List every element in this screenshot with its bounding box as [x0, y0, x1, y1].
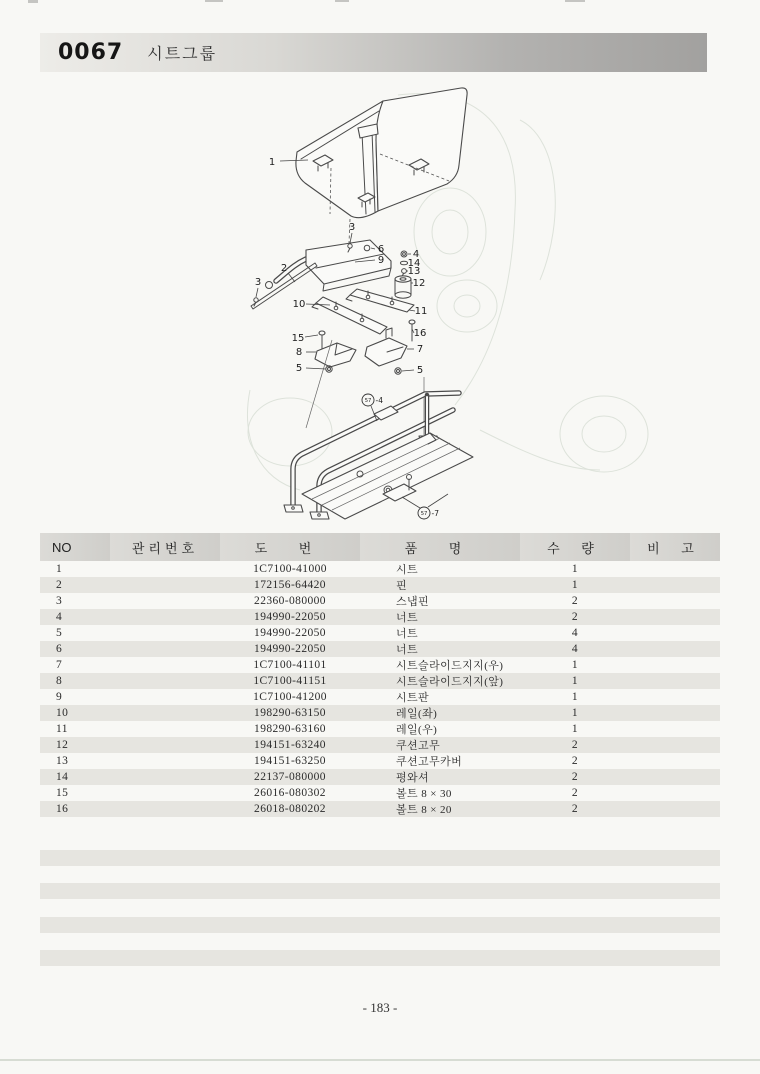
cell-dwg: 1C7100-41151 [253, 675, 327, 687]
cell-qty: 1 [571, 579, 579, 591]
table-row [40, 641, 720, 657]
cell-no: 4 [56, 611, 63, 623]
cell-note [630, 641, 720, 657]
table-row [40, 769, 720, 785]
scan-mark [28, 0, 38, 3]
cell-note [630, 577, 720, 593]
cell-dwg: 198290-63160 [254, 723, 326, 735]
cell-dwg: 1C7100-41200 [253, 691, 327, 703]
table-row [40, 753, 720, 769]
cell-mgmt [110, 801, 220, 817]
callout-leader [350, 233, 352, 243]
cell-qty: 2 [571, 595, 579, 607]
cell-name: 시트판 [396, 692, 430, 704]
floor-panel [302, 433, 473, 519]
table-row [40, 705, 720, 721]
parts-table-body [40, 561, 720, 817]
cell-no: 11 [56, 723, 68, 735]
cell-name: 레일(우) [396, 724, 438, 736]
stripe-band [40, 950, 720, 966]
section-code: 0067 [58, 40, 124, 65]
cell-note [630, 769, 720, 785]
cell-no: 1 [56, 563, 63, 575]
table-row [40, 625, 720, 641]
callout-16: 16 [413, 328, 427, 339]
cell-note [630, 737, 720, 753]
cell-name: 쿠션고무 [396, 740, 441, 752]
cell-name: 너트 [396, 628, 419, 640]
cell-note [630, 609, 720, 625]
support-frame [284, 393, 473, 519]
cell-mgmt [110, 577, 220, 593]
ref-number: 57 [420, 511, 428, 517]
col-mgmt-number: 관리번호 [110, 533, 220, 561]
cell-note [630, 673, 720, 689]
cell-qty: 2 [571, 803, 579, 815]
cell-qty: 2 [571, 787, 579, 799]
ref-leader [402, 497, 420, 508]
cell-note [630, 561, 720, 577]
callout-9: 9 [377, 255, 385, 266]
cell-mgmt [110, 641, 220, 657]
cell-qty: 1 [571, 691, 579, 703]
parts-table [40, 533, 720, 817]
callout-4: 4 [412, 249, 420, 260]
cell-no: 13 [56, 755, 69, 767]
cell-mgmt [110, 609, 220, 625]
callout-6: 6 [377, 244, 385, 255]
parts-table-header [40, 533, 720, 561]
callout-12: 12 [412, 278, 426, 289]
cell-dwg: 26018-080202 [254, 803, 326, 815]
callout-leader [306, 368, 326, 369]
cell-note [630, 801, 720, 817]
cell-mgmt [110, 737, 220, 753]
section-title: 시트그룹 [147, 46, 218, 63]
cell-qty: 2 [571, 771, 579, 783]
table-row [40, 689, 720, 705]
cell-no: 16 [56, 803, 69, 815]
ref-leader [428, 494, 448, 507]
table-row [40, 801, 720, 817]
stripe-band [40, 917, 720, 933]
col-part-name: 품 명 [360, 533, 520, 561]
cell-no: 9 [56, 691, 63, 703]
scan-mark [565, 0, 585, 2]
cell-mgmt [110, 769, 220, 785]
callout-leader [402, 370, 414, 371]
cell-no: 15 [56, 787, 69, 799]
cell-no: 8 [56, 675, 63, 687]
cell-note [630, 625, 720, 641]
cell-no: 7 [56, 659, 63, 671]
cell-qty: 1 [571, 659, 579, 671]
table-row [40, 673, 720, 689]
cell-note [630, 593, 720, 609]
cell-name: 핀 [396, 580, 408, 592]
cell-qty: 2 [571, 611, 579, 623]
cell-mgmt [110, 721, 220, 737]
stripe-band [40, 883, 720, 899]
cell-dwg: 194990-22050 [254, 611, 326, 623]
cell-mgmt [110, 753, 220, 769]
col-quantity: 수 량 [520, 533, 630, 561]
section-header-bar [40, 33, 707, 72]
scan-mark [205, 0, 223, 2]
cell-dwg: 1C7100-41000 [253, 563, 327, 575]
stripe-band [40, 850, 720, 866]
cell-name: 스냅핀 [396, 596, 430, 608]
cell-note [630, 705, 720, 721]
cell-qty: 4 [571, 627, 579, 639]
cell-mgmt [110, 785, 220, 801]
cell-note [630, 689, 720, 705]
col-no: NO [40, 533, 110, 561]
cell-qty: 2 [571, 755, 579, 767]
cell-mgmt [110, 561, 220, 577]
cell-no: 5 [56, 627, 63, 639]
cell-dwg: 194990-22050 [254, 627, 326, 639]
seat-part [296, 88, 467, 243]
scan-mark [335, 0, 349, 2]
table-row [40, 721, 720, 737]
callout-2: 2 [280, 263, 288, 274]
cell-dwg: 1C7100-41101 [253, 659, 327, 671]
cell-qty: 2 [571, 739, 579, 751]
table-row [40, 561, 720, 577]
col-drawing-number: 도 번 [220, 533, 360, 561]
cell-dwg: 172156-64420 [254, 579, 326, 591]
cell-mgmt [110, 625, 220, 641]
cell-dwg: 194151-63250 [254, 755, 326, 767]
col-remarks: 비 고 [630, 533, 720, 561]
callout-1: 1 [268, 157, 276, 168]
cell-mgmt [110, 593, 220, 609]
table-row [40, 593, 720, 609]
callout-14: 14 [407, 258, 421, 269]
cell-mgmt [110, 705, 220, 721]
cell-note [630, 657, 720, 673]
cell-qty: 1 [571, 563, 579, 575]
callout-3: 3 [348, 222, 356, 233]
callout-8: 8 [295, 347, 303, 358]
cell-no: 10 [56, 707, 69, 719]
cell-dwg: 22360-080000 [254, 595, 326, 607]
cell-no: 14 [56, 771, 69, 783]
cell-name: 시트 [396, 564, 419, 576]
cell-name: 레일(좌) [396, 708, 438, 720]
table-row [40, 609, 720, 625]
cell-qty: 1 [571, 723, 579, 735]
parts-diagram [0, 80, 760, 530]
table-row [40, 785, 720, 801]
table-row [40, 737, 720, 753]
cell-mgmt [110, 657, 220, 673]
cell-dwg: 198290-63150 [254, 707, 326, 719]
cell-mgmt [110, 673, 220, 689]
cell-name: 볼트 8 × 30 [396, 788, 452, 800]
cell-no: 12 [56, 739, 69, 751]
cell-no: 2 [56, 579, 63, 591]
cell-dwg: 26016-080302 [254, 787, 326, 799]
scan-edge [0, 1059, 760, 1061]
cell-note [630, 785, 720, 801]
ref-number: 57 [364, 398, 372, 404]
cell-name: 너트 [396, 612, 419, 624]
cell-qty: 1 [571, 675, 579, 687]
cell-no: 3 [56, 595, 63, 607]
callout-3: 3 [254, 277, 262, 288]
callout-11: 11 [414, 306, 428, 317]
callout-7: 7 [416, 344, 424, 355]
rail-parts [312, 289, 414, 334]
table-row [40, 657, 720, 673]
cell-name: 시트슬라이드지지(우) [396, 660, 504, 672]
cell-note [630, 753, 720, 769]
cell-dwg: 194151-63240 [254, 739, 326, 751]
callout-13: 13 [407, 266, 421, 277]
callout-5: 5 [416, 365, 424, 376]
page-number: - 183 - [362, 1000, 398, 1015]
cell-name: 볼트 8 × 20 [396, 804, 452, 816]
cell-name: 시트슬라이드지지(앞) [396, 676, 504, 688]
ref-suffix: -7 [431, 509, 439, 518]
callout-15: 15 [291, 333, 305, 344]
cell-qty: 4 [571, 643, 579, 655]
callout-leader [305, 335, 318, 337]
callout-5: 5 [295, 363, 303, 374]
cell-dwg: 194990-22050 [254, 643, 326, 655]
cell-name: 너트 [396, 644, 419, 656]
cell-note [630, 721, 720, 737]
cell-mgmt [110, 689, 220, 705]
cell-dwg: 22137-080000 [254, 771, 326, 783]
cell-qty: 1 [571, 707, 579, 719]
cell-no: 6 [56, 643, 63, 655]
callout-leader [256, 288, 258, 297]
callout-10: 10 [292, 299, 306, 310]
cell-name: 쿠션고무카버 [396, 756, 463, 768]
cell-name: 평와셔 [396, 772, 430, 784]
ref-suffix: -4 [375, 396, 383, 405]
table-row [40, 577, 720, 593]
